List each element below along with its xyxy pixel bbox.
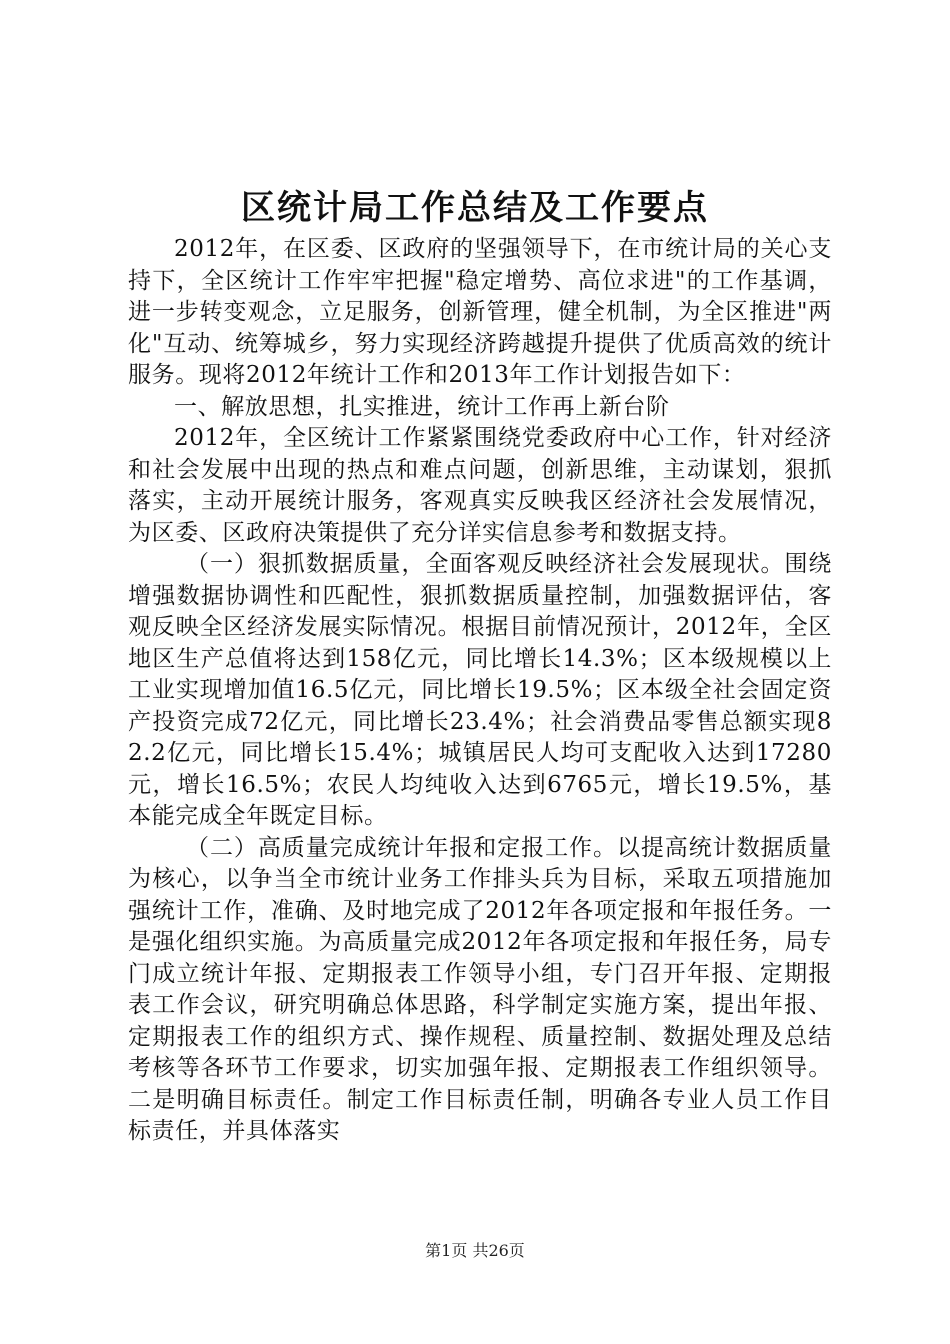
intro-paragraph: 2012年，在区委、区政府的坚强领导下，在市统计局的关心支持下，全区统计工作牢牢把握"稳定增势、高位求进"的工作基调，进一步转变观念，立足服务，创新管理，健全机制，为全区推进"两化"互动、统筹城乡，努力实现经济跨越提升提供了优质高效的统计服务。现将2012年统计工作和2013年工作计划报告如下：: [128, 236, 832, 388]
page-title: 区统计局工作总结及工作要点: [241, 188, 709, 228]
document-body: [128, 234, 832, 1148]
subsection-data-quality-paragraph: （一）狠抓数据质量，全面客观反映经济社会发展现状。围绕增强数据协调性和匹配性，狠抓数据质量控制，加强数据评估，客观反映全区经济发展实际情况。根据目前情况预计，2012年，全区地区生产总值将达到158亿元，同比增长14.3%；区本级规模以上工业实现增加值16.5亿元，同比增长19.5%；区本级全社会固定资产投资完成72亿元，同比增长23.4%；社会消费品零售总额实现82.2亿元，同比增长15.4%；城镇居民人均可支配收入达到17280元，增长16.5%；农民人均纯收入达到6765元，增长19.5%，基本能完成全年既定目标。: [128, 551, 832, 829]
subsection-annual-report-paragraph: （二）高质量完成统计年报和定报工作。以提高统计数据质量为核心，以争当全市统计业务工作排头兵为目标，采取五项措施加强统计工作，准确、及时地完成了2012年各项定报和年报任务。一是强化组织实施。为高质量完成2012年各项定报和年报任务，局专门成立统计年报、定期报表工作领导小组，专门召开年报、定期报表工作会议，研究明确总体思路，科学制定实施方案，提出年报、定期报表工作的组织方式、操作规程、质量控制、数据处理及总结考核等各环节工作要求，切实加强年报、定期报表工作组织领导。二是明确目标责任。制定工作目标责任制，明确各专业人员工作目标责任，并具体落实: [128, 834, 832, 1144]
page-number-footer: 第1页 共26页: [425, 1241, 525, 1260]
section-heading: 一、解放思想，扎实推进，统计工作再上新台阶: [174, 393, 670, 420]
section-summary-paragraph: 2012年，全区统计工作紧紧围绕党委政府中心工作，针对经济和社会发展中出现的热点和难点问题，创新思维，主动谋划，狠抓落实，主动开展统计服务，客观真实反映我区经济社会发展情况，为区委、区政府决策提供了充分详实信息参考和数据支持。: [128, 425, 832, 546]
